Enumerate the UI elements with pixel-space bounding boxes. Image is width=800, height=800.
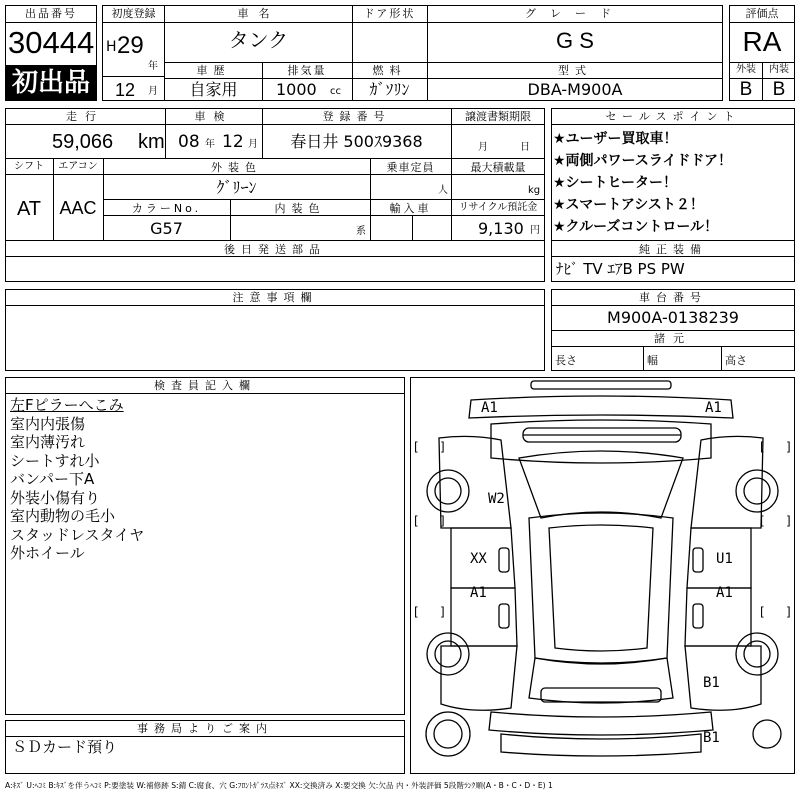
bracket-glyph: ] (786, 514, 791, 528)
color-no: G57 (150, 219, 183, 238)
bracket-glyph: ] (786, 440, 791, 454)
inspection-year-unit: 年 (205, 139, 215, 150)
lot-number: 30444 (8, 25, 95, 60)
equipment: ﾅﾋﾞ TV ｴｱB PS PW (556, 260, 685, 278)
inspector-note: 左Fピラーへこみ (10, 396, 124, 414)
interior-grade: B (772, 79, 786, 100)
displacement-label: 排気量 (287, 64, 327, 77)
chassis-label: 車台番号 (639, 291, 707, 304)
fuel-label: 燃料 (372, 64, 407, 77)
mileage-label: 走行 (66, 110, 104, 123)
office-note: ＳＤカード預り (12, 738, 118, 756)
chassis-number: M900A-0138239 (607, 308, 739, 327)
history-label: 車歴 (196, 64, 231, 77)
model-label: 型式 (558, 64, 592, 77)
bracket-glyph: ] (440, 605, 445, 619)
grade: G S (556, 28, 594, 53)
capacity-label: 乗車定員 (386, 161, 435, 174)
mileage: 59,066 (52, 131, 114, 153)
ext-color: ｸﾞﾘｰﾝ (216, 178, 257, 197)
car-outline-diagram (411, 378, 794, 773)
damage-mark: A1 (470, 585, 487, 601)
shift: AT (16, 198, 42, 220)
specs-label: 諸元 (654, 332, 692, 345)
inspection-label: 車検 (194, 110, 233, 123)
ext-color-label: 外装色 (211, 161, 262, 174)
displacement-unit: cc (330, 86, 341, 97)
inspector-note: スタッドレスタイヤ (10, 525, 145, 544)
damage-mark: A1 (481, 400, 498, 416)
vehicle-name: タンク (228, 30, 289, 52)
sales-points-label: セールスポイント (605, 110, 741, 123)
office-label: 事務局よりご案内 (137, 722, 273, 735)
sales-points-list (553, 128, 793, 238)
inspection-month: 12 (222, 132, 244, 152)
recycle-unit: 円 (530, 225, 540, 236)
mileage-unit: km (138, 131, 165, 153)
equipment-label: 純正装備 (639, 243, 707, 256)
damage-mark: B1 (703, 675, 720, 691)
damage-mark: B1 (703, 730, 720, 746)
inspector-note: バンパー下A (10, 470, 95, 488)
door-type-label: ドア形状 (363, 7, 416, 20)
bracket-glyph: [ (760, 605, 765, 619)
bracket-glyph: [ (760, 440, 765, 454)
registration-year: 29 (117, 32, 144, 59)
max-load-label: 最大積載量 (470, 161, 526, 174)
plate-label: 登録番号 (322, 110, 391, 123)
recycle-label: リサイクル預託金 (458, 202, 538, 213)
shift-label: シフト (14, 161, 44, 172)
fuel: ｶﾞｿﾘﾝ (369, 80, 410, 99)
model-code: DBA-M900A (527, 80, 623, 99)
bracket-glyph: [ (414, 514, 419, 528)
interior-grade-label: 内装 (769, 64, 789, 75)
import-label: 輸入車 (389, 202, 432, 215)
transfer-deadline-label: 譲渡書類期限 (465, 110, 531, 123)
score-label: 評価点 (745, 7, 779, 20)
bracket-glyph: ] (786, 605, 791, 619)
inspector-note: 外ホイール (10, 544, 85, 562)
inspector-note: シートすれ小 (10, 451, 100, 470)
color-no-label: カラーNo. (131, 202, 202, 215)
inspector-note: 室内動物の毛小 (10, 507, 116, 525)
later-parts-label: 後日発送部品 (224, 243, 326, 256)
bracket-glyph: [ (414, 440, 419, 454)
registration-year-unit: 年 (148, 61, 158, 72)
damage-mark: A1 (716, 585, 733, 601)
notes-label: 注意事項欄 (232, 291, 318, 304)
length-label: 長さ (555, 354, 577, 367)
vehicle-name-label: 車名 (237, 7, 280, 20)
displacement: 1000 (276, 80, 317, 99)
damage-mark: W2 (488, 491, 505, 507)
height-label: 高さ (725, 354, 747, 367)
exterior-grade-label: 外装 (736, 64, 756, 75)
inspector-note: 室内薄汚れ (10, 433, 86, 451)
sales-point: ★スマートアシスト２！ (553, 197, 704, 213)
bracket-glyph: [ (760, 514, 765, 528)
score: RA (742, 26, 782, 57)
damage-mark: U1 (716, 551, 733, 567)
sales-point: ★ユーザー買取車！ (553, 131, 678, 147)
inspection-year: 08 (178, 132, 200, 152)
recycle-fee: 9,130 (478, 219, 524, 238)
lot-number-label: 出品番号 (25, 7, 77, 20)
history: 自家用 (189, 80, 238, 99)
inspector-note: 室内内張傷 (10, 414, 86, 433)
inspector-note: 外装小傷有り (10, 488, 101, 507)
plate-number: 春日井 500ｽ9368 (290, 132, 423, 151)
first-listing-badge: 初出品 (5, 65, 97, 101)
transfer-month: 月 (478, 142, 488, 153)
legend: A:ｷｽﾞ U:ﾍｺﾐ B:ｷｽﾞを伴うﾍｺﾐ P:要塗装 W:補修跡 S:錆 C:腐食、穴 G:ﾌﾛﾝﾄｶﾞﾗｽ点ｷｽﾞ XX:交換済み X:要交換 欠:欠品 内・外装評価 5段階ﾗﾝｸ順(A・B・C・D・E) 1 (5, 781, 553, 790)
ac-label: エアコン (58, 161, 98, 172)
sales-point: ★シートヒーター！ (553, 175, 677, 191)
load-unit: kg (528, 185, 541, 196)
sales-point: ★クルーズコントロール！ (553, 219, 719, 235)
damage-mark: A1 (705, 400, 722, 416)
grade-label: グレード (525, 7, 625, 20)
width-label: 幅 (647, 354, 658, 367)
inspection-month-unit: 月 (248, 139, 258, 150)
first-registration-label: 初度登録 (111, 7, 156, 20)
capacity-unit: 人 (438, 185, 448, 196)
bracket-glyph: ] (440, 440, 445, 454)
exterior-grade: B (739, 79, 753, 100)
sales-point: ★両側パワースライドドア！ (553, 153, 733, 169)
registration-month: 12 (115, 80, 136, 100)
bracket-glyph: [ (414, 605, 419, 619)
bracket-glyph: ] (440, 514, 445, 528)
ac: AAC (59, 198, 97, 218)
transfer-day: 日 (520, 142, 530, 153)
int-color-unit: 系 (356, 226, 366, 237)
inspector-notes (10, 396, 400, 563)
int-color-label: 内装色 (274, 202, 326, 215)
registration-month-unit: 月 (148, 86, 158, 97)
inspector-label: 検査員記入欄 (154, 379, 256, 392)
era-letter: H (106, 39, 117, 55)
damage-mark: XX (470, 551, 487, 567)
